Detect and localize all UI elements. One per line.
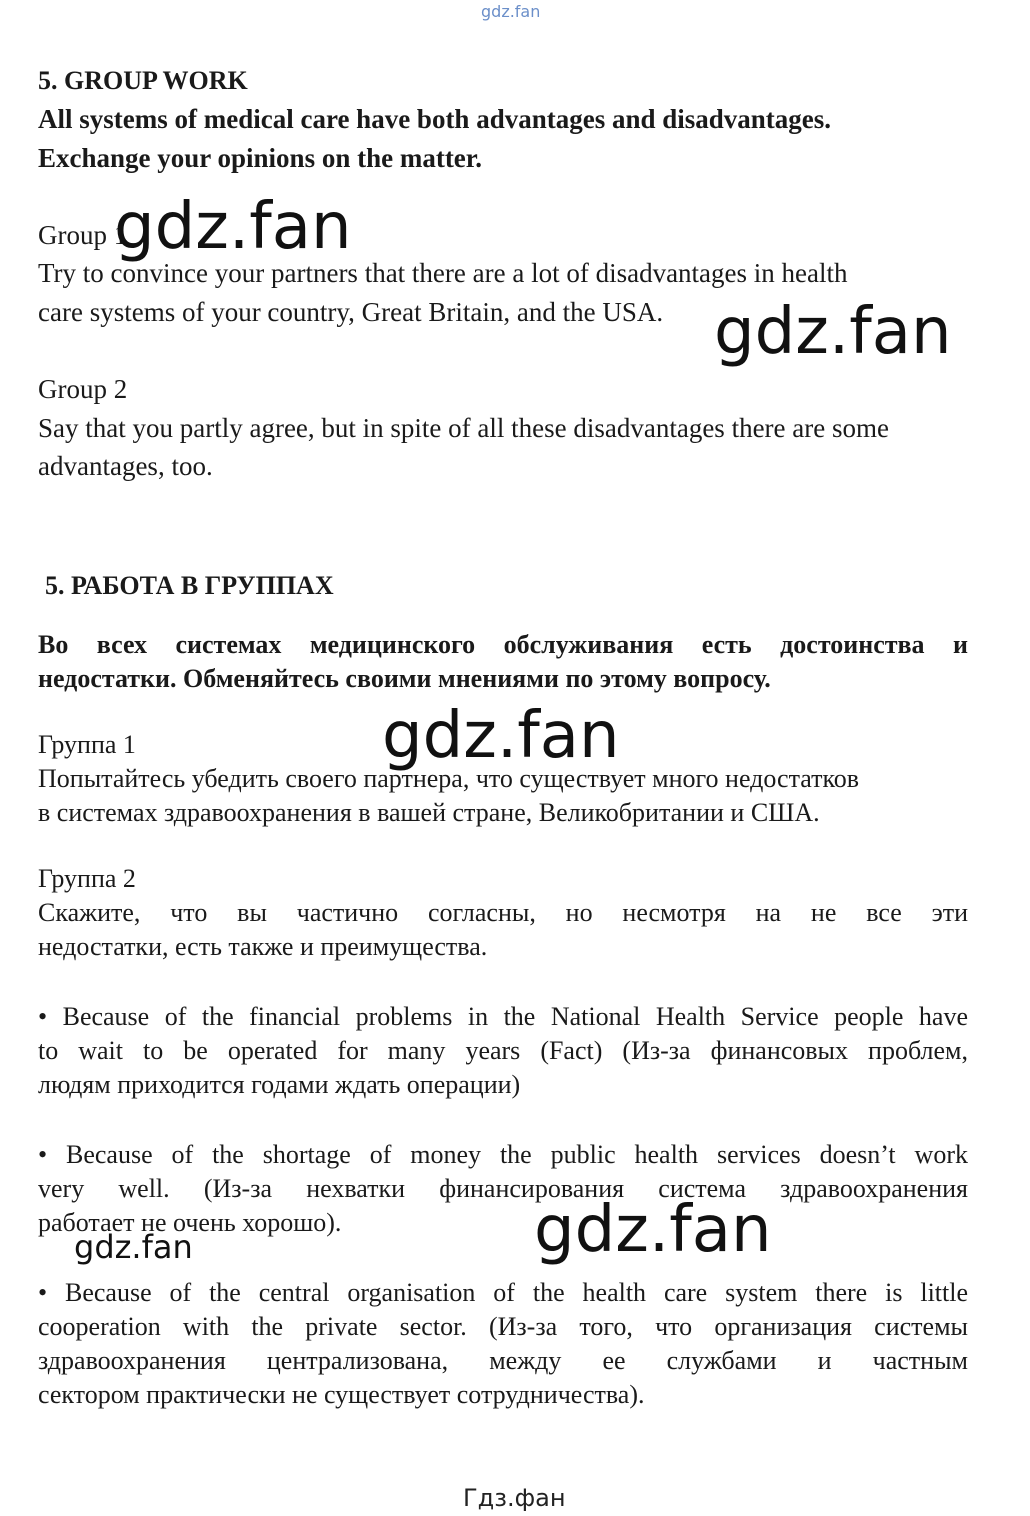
answer-3-line-2: cooperation with the private sector. (Из-за того, что организация системы (38, 1312, 968, 1341)
group-1-line-1-en: Try to convince your partners that there are a lot of disadvantages in health (38, 258, 848, 288)
section-heading-en: 5. GROUP WORK (38, 66, 248, 95)
intro-line-1-ru: Во всех системах медицинского обслуживания есть достоинства и (38, 630, 968, 659)
top-watermark: gdz.fan (481, 2, 541, 21)
group-2-line-2-en: advantages, too. (38, 451, 213, 481)
group-2-line-1-ru: Скажите, что вы частично согласны, но несмотря на не все эти (38, 898, 968, 927)
group-2-label-en: Group 2 (38, 374, 128, 404)
answer-2-line-3: работает не очень хорошо). (38, 1208, 342, 1237)
answer-3-line-3: здравоохранения централизована, между ее службами и частным (38, 1346, 968, 1375)
group-1-label-ru: Группа 1 (38, 730, 136, 759)
watermark-4: gdz.fan (534, 1193, 772, 1267)
watermark-5: gdz.fan (74, 1228, 193, 1266)
watermark-3: gdz.fan (382, 699, 620, 773)
group-1-line-2-ru: в системах здравоохранения в вашей стране, Великобритании и США. (38, 798, 820, 827)
group-2-line-1-en: Say that you partly agree, but in spite of all these disadvantages there are some (38, 413, 889, 443)
section-heading-ru: 5. РАБОТА В ГРУППАХ (45, 571, 334, 600)
intro-line-1-en: All systems of medical care have both advantages and disadvantages. (38, 104, 832, 134)
group-2-label-ru: Группа 2 (38, 864, 136, 893)
answer-2-line-1: • Because of the shortage of money the public health services doesn’t work (38, 1140, 968, 1169)
watermark-2: gdz.fan (714, 295, 952, 369)
intro-line-2-ru: недостатки. Обменяйтесь своими мнениями по этому вопросу. (38, 664, 771, 693)
answer-1-line-3: людям приходится годами ждать операции) (38, 1070, 521, 1099)
watermark-1: gdz.fan (114, 190, 352, 264)
answer-3-line-1: • Because of the central organisation of the health care system there is little (38, 1278, 968, 1307)
answer-1-line-2: to wait to be operated for many years (Fact) (Из-за финансовых проблем, (38, 1036, 968, 1065)
intro-line-2-en: Exchange your opinions on the matter. (38, 143, 483, 173)
answer-2-line-2: very well. (Из-за нехватки финансирования система здравоохранения (38, 1174, 968, 1203)
footer-watermark: Гдз.фан (463, 1484, 566, 1512)
answer-3-line-4: сектором практически не существует сотрудничества). (38, 1380, 645, 1409)
group-2-line-2-ru: недостатки, есть также и преимущества. (38, 932, 488, 961)
group-1-line-2-en: care systems of your country, Great Britain, and the USA. (38, 297, 664, 327)
group-1-line-1-ru: Попытайтесь убедить своего партнера, что существует много недостатков (38, 764, 860, 793)
group-1-label-en: Group 1 (38, 220, 128, 250)
answer-1-line-1: • Because of the financial problems in the National Health Service people have (38, 1002, 968, 1031)
